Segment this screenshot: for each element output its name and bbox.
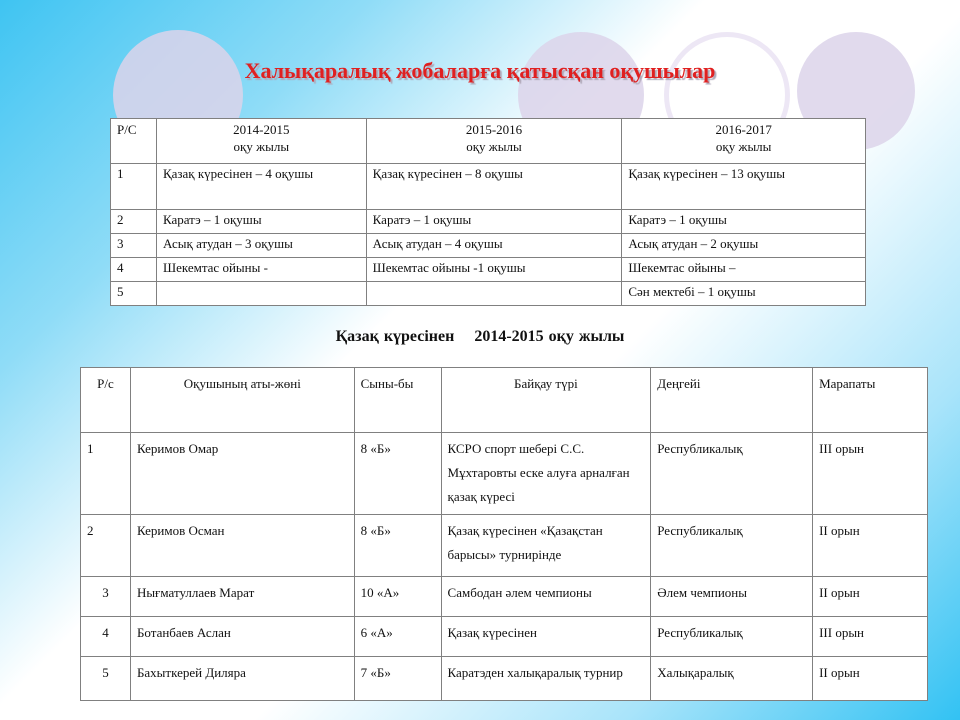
detail-cell: Республикалық	[651, 515, 813, 577]
page-title: Халықаралық жобаларға қатысқан оқушылар	[244, 58, 716, 83]
detail-row	[81, 617, 928, 657]
summary-cell: 1	[111, 164, 157, 210]
year-label: 2014-2015	[233, 122, 290, 137]
summary-header-cell: Р/С	[111, 119, 157, 164]
summary-row	[111, 164, 866, 210]
year-label: 2016-2017	[715, 122, 772, 137]
detail-cell: ІІІ орын	[813, 433, 928, 515]
section-subtitle: Қазақ күресінен 2014-2015 оқу жылы	[335, 328, 625, 345]
detail-cell: 8 «Б»	[354, 515, 441, 577]
detail-cell: Қазақ күресінен	[441, 617, 651, 657]
summary-cell	[156, 282, 366, 306]
year-suffix: оқу жылы	[715, 139, 772, 154]
detail-row	[81, 515, 928, 577]
summary-cell: Асық атудан – 2 оқушы	[622, 234, 866, 258]
detail-header-cell: Р/с	[81, 368, 131, 433]
summary-cell: Шекемтас ойыны -1 оқушы	[366, 258, 622, 282]
detail-table	[80, 367, 928, 701]
summary-cell: Шекемтас ойыны -	[156, 258, 366, 282]
detail-cell: 3	[81, 577, 131, 617]
detail-cell: 2	[81, 515, 131, 577]
summary-cell: Қазақ күресінен – 4 оқушы	[156, 164, 366, 210]
summary-cell: Каратэ – 1 оқушы	[622, 210, 866, 234]
detail-cell: КСРО спорт шебері С.С. Мұхтаровты еске алуға арналған қазақ күресі	[441, 433, 651, 515]
detail-header-cell: Оқушының аты-жөні	[130, 368, 354, 433]
detail-cell: ІІ орын	[813, 577, 928, 617]
detail-cell: Республикалық	[651, 617, 813, 657]
summary-row	[111, 282, 866, 306]
detail-cell: Нығматуллаев Марат	[130, 577, 354, 617]
summary-header-cell	[622, 119, 866, 164]
detail-header-cell: Марапаты	[813, 368, 928, 433]
summary-table	[110, 118, 866, 306]
detail-cell: 8 «Б»	[354, 433, 441, 515]
detail-cell: Бахыткерей Диляра	[130, 657, 354, 701]
summary-cell: Каратэ – 1 оқушы	[366, 210, 622, 234]
summary-cell: 4	[111, 258, 157, 282]
summary-cell: Асық атудан – 3 оқушы	[156, 234, 366, 258]
summary-cell: Каратэ – 1 оқушы	[156, 210, 366, 234]
detail-cell: 10 «А»	[354, 577, 441, 617]
summary-row	[111, 258, 866, 282]
summary-row	[111, 234, 866, 258]
detail-row	[81, 577, 928, 617]
year-label: 2015-2016	[465, 122, 523, 137]
detail-row	[81, 433, 928, 515]
detail-cell: 6 «А»	[354, 617, 441, 657]
year-suffix: оқу жылы	[466, 139, 522, 154]
detail-header-cell: Деңгейі	[651, 368, 813, 433]
summary-header-cell	[366, 119, 622, 164]
summary-cell: Сән мектебі – 1 оқушы	[622, 282, 866, 306]
detail-cell: Халықаралық	[651, 657, 813, 701]
detail-cell: 5	[81, 657, 131, 701]
detail-cell: ІІ орын	[813, 515, 928, 577]
detail-cell: Ботанбаев Аслан	[130, 617, 354, 657]
detail-cell: Каратэден халықаралық турнир	[441, 657, 651, 701]
summary-cell: Шекемтас ойыны –	[622, 258, 866, 282]
summary-cell: 5	[111, 282, 157, 306]
detail-header-cell: Байқау түрі	[441, 368, 651, 433]
summary-row	[111, 210, 866, 234]
detail-cell: Әлем чемпионы	[651, 577, 813, 617]
detail-cell: 1	[81, 433, 131, 515]
detail-row	[81, 657, 928, 701]
summary-header-row	[111, 119, 866, 164]
detail-cell: Республикалық	[651, 433, 813, 515]
detail-cell: Самбодан әлем чемпионы	[441, 577, 651, 617]
detail-cell: Қазақ күресінен «Қазақстан барысы» турнирінде	[441, 515, 651, 577]
summary-cell: 3	[111, 234, 157, 258]
detail-cell: Керимов Осман	[130, 515, 354, 577]
detail-cell: ІІІ орын	[813, 617, 928, 657]
year-suffix: оқу жылы	[233, 139, 290, 154]
summary-cell: Қазақ күресінен – 13 оқушы	[622, 164, 866, 210]
detail-cell: 4	[81, 617, 131, 657]
summary-cell: 2	[111, 210, 157, 234]
summary-cell: Қазақ күресінен – 8 оқушы	[366, 164, 622, 210]
summary-cell	[366, 282, 622, 306]
detail-cell: Керимов Омар	[130, 433, 354, 515]
detail-header-cell: Сыны-бы	[354, 368, 441, 433]
detail-cell: 7 «Б»	[354, 657, 441, 701]
detail-header-row	[81, 368, 928, 433]
detail-cell: ІІ орын	[813, 657, 928, 701]
summary-cell: Асық атудан – 4 оқушы	[366, 234, 622, 258]
summary-header-cell	[156, 119, 366, 164]
